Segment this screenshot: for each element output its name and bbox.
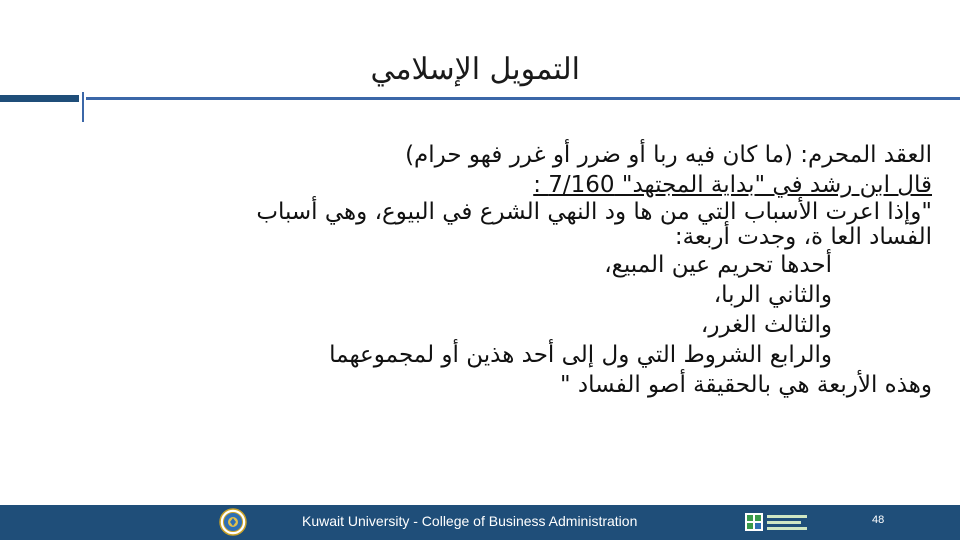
title-rule-tick bbox=[82, 92, 84, 122]
college-logo-icon bbox=[745, 511, 809, 533]
slide-title: التمويل الإسلامي bbox=[370, 52, 580, 87]
body-line: الفساد العا ة، وجدت أربعة: bbox=[674, 224, 932, 250]
title-rule-line bbox=[86, 97, 960, 100]
body-line: والرابع الشروط التي ول إلى أحد هذين أو لمجموعهما bbox=[329, 342, 832, 368]
slide-body bbox=[70, 140, 932, 400]
body-line: "وإذا اعرت الأسباب التي من ها ود النهي الشرع في البيوع، وهي أسباب bbox=[256, 199, 932, 225]
footer-institution: Kuwait University - College of Business Administration bbox=[302, 513, 638, 529]
university-seal-icon bbox=[219, 508, 247, 536]
body-line: العقد المحرم: (ما كان فيه ربا أو ضرر أو غرر فهو حرام) bbox=[405, 142, 932, 168]
body-line: وهذه الأربعة هي بالحقيقة أصو الفساد " bbox=[560, 372, 932, 398]
body-line: والثالث الغرر، bbox=[700, 312, 832, 338]
body-line: والثاني الربا، bbox=[713, 282, 832, 308]
body-line-citation: قال ابن رشد في "بداية المجتهد" 7/160 : bbox=[533, 172, 932, 198]
title-rule-bar bbox=[0, 95, 79, 102]
body-line: أحدها تحريم عين المبيع، bbox=[604, 252, 832, 278]
page-number: 48 bbox=[872, 514, 885, 526]
